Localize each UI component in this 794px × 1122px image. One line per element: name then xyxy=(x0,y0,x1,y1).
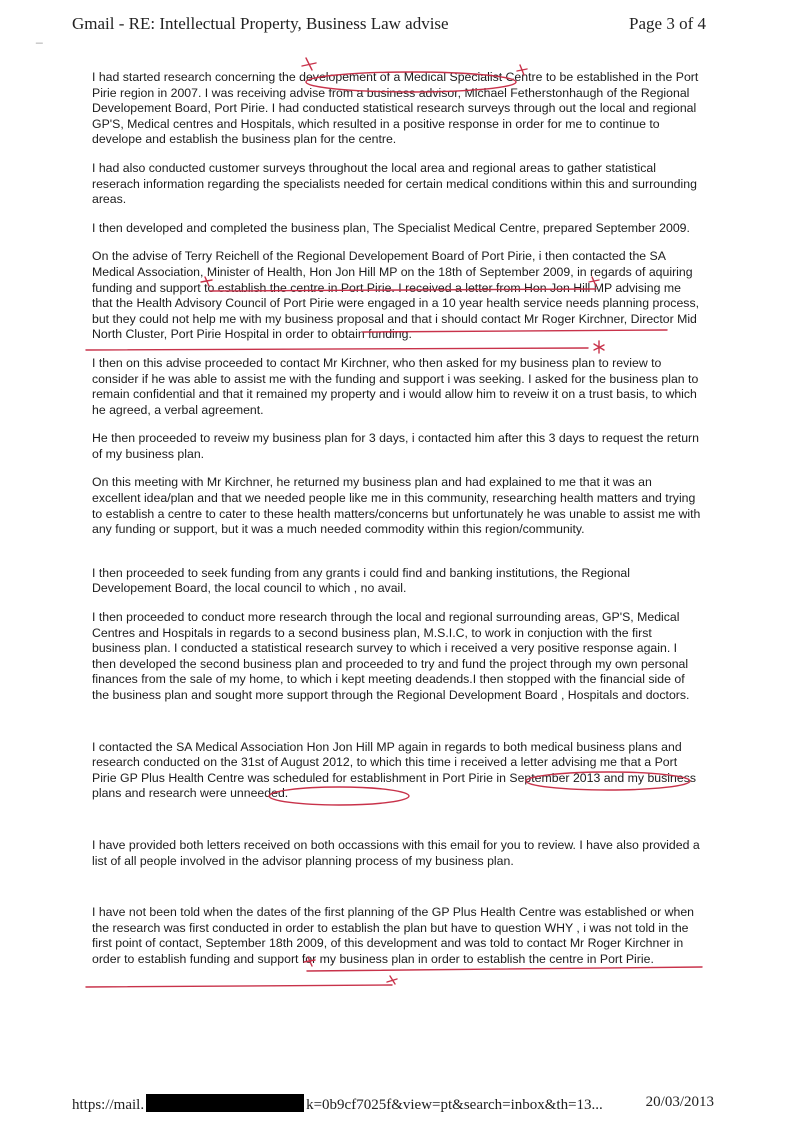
asterisk-mark-1 xyxy=(302,58,316,70)
underline-question-line-2 xyxy=(86,985,392,987)
paragraph-3: I then developed and completed the business plan, The Specialist Medical Centre, prepared September 2009. xyxy=(92,220,690,235)
paragraph-2: I had also conducted customer surveys throughout the local area and regional areas to gather statistical reserach information regarding the specialists needed for certain medical conditions within this and surrounding areas. xyxy=(92,160,697,207)
paragraph-10: I contacted the SA Medical Association Hon Jon Hill MP again in regards to both medical business plans and research conducted on the 31st of August 2012, to which this time i received a letter advising me that a Port Pirie GP Plus Health Centre was scheduled for establishment in Port Pirie in September 2013 and my business plans and research were unneeded. xyxy=(92,739,696,801)
margin-mark: _ xyxy=(36,30,43,44)
paragraph-7: On this meeting with Mr Kirchner, he returned my business plan and had explained to me that it was an excellent idea/plan and that we needed people like me in this community, researching health matters and trying to establish a centre to cater to these health matters/concerns but unfortunately he was unable to assist me with any funding or support, but it was a much needed commodity within this region/community. xyxy=(92,475,701,537)
paragraph-5: I then on this advise proceeded to contact Mr Kirchner, who then asked for my business plan to review to consider if he was able to assist me with the funding and support i was seeking. I asked for the business plan to remain confidential and that it remained my property and i would allow him to reveiw it on a trust basis, to which he agreed, a verbal agreement. xyxy=(92,355,699,417)
footer-url-start: https://mail. xyxy=(72,1097,145,1113)
paragraph-12: I have not been told when the dates of the first planning of the GP Plus Health Centre was established or when the research was first conducted in order to establish the plan but have to question WHY , i was not told in the first point of contact, September 18th 2009, of this development and was told to contact Mr Roger Kirchner in order to establish funding and support for my business plan in order to establish the centre in Port Pirie. xyxy=(92,905,695,966)
paragraph-9: I then proceeded to conduct more research through the local and regional surrounding areas, GP'S, Medical Centres and Hospitals in regards to a second business plan, M.S.I.C, to work in conjuction with the first business plan. I conducted a statistical research survey to which i received a very positive response again. I then developed the second business plan and proceeded to try and fund the project through my own personal finances from the sale of my home, to which i kept meeting deadends.I then stopped with the financial side of the business plan and sought more support through the Regional Development Board , Hospitals and doctors. xyxy=(92,610,690,702)
footer-date: 20/03/2013 xyxy=(645,1094,714,1110)
footer-url-end: k=0b9cf7025f&view=pt&search=inbox&th=13... xyxy=(306,1097,603,1113)
paragraph-11: I have provided both letters received on both occassions with this email for you to review. I have also provided a list of all people involved in the advisor planning process of my business plan. xyxy=(92,837,700,868)
paragraph-1: I had started research concerning the developement of a Medical Specialist Centre to be established in the Port Pirie region in 2007. I was receiving advise from a business advisor, Michael Fetherstonhaugh of the Regional Developement Board, Port Pirie. I had conducted statistical research surveys through out the local and regional GP'S, Medical centres and Hospitals, which resulted in a positive response in order for me to continue to develope and establish the business plan for the centre. xyxy=(92,70,699,147)
email-body xyxy=(92,70,702,981)
page-header-title: Gmail - RE: Intellectual Property, Business Law advise xyxy=(72,14,449,33)
paragraph-8: I then proceeded to seek funding from any grants i could find and banking institutions, the Regional Developement Board, the local council to which , no avail. xyxy=(92,565,630,596)
footer-url xyxy=(72,1094,603,1114)
paragraph-4: On the advise of Terry Reichell of the Regional Developement Board of Port Pirie, i then contacted the SA Medical Association, Minister of Health, Hon Jon Hill MP on the 18th of September 2009, in regards of aquiring funding and support to establish the centre in Port Pirie. I received a letter from Hon Jon Hill MP advising me that the Health Advisory Council of Port Pirie were engaged in a 10 year health service needs planning process, but they could not help me with my business proposal and that i should contact Mr Roger Kirchner, Director Mid North Cluster, Port Pirie Hospital in order to obtain funding. xyxy=(92,249,700,342)
paragraph-6: He then proceeded to reveiw my business plan for 3 days, i contacted him after this 3 days to request the return of my business plan. xyxy=(92,431,699,461)
page-number: Page 3 of 4 xyxy=(629,14,706,33)
redaction-bar xyxy=(146,1094,304,1112)
